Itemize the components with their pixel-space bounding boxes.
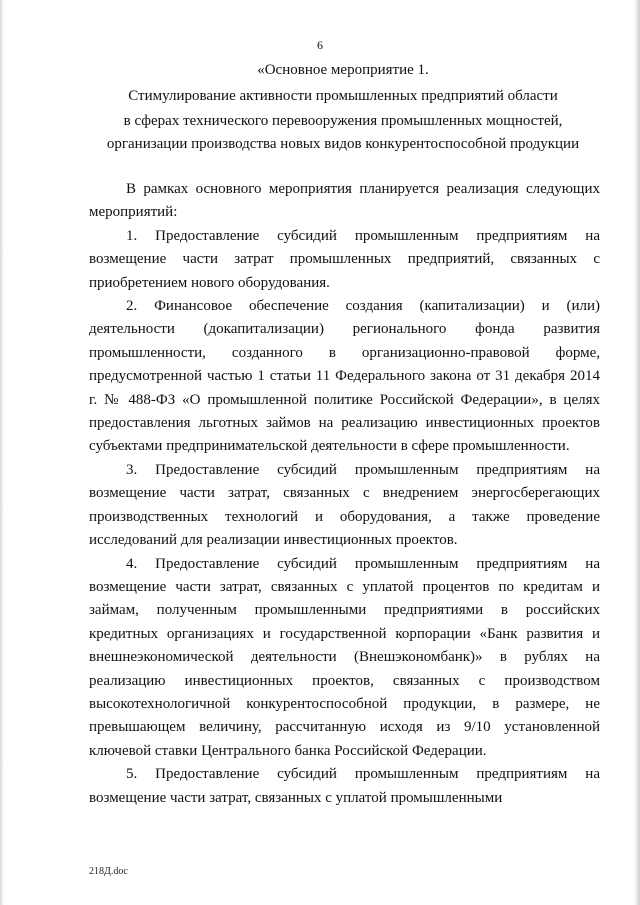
paragraph-item-1: 1. Предоставление субсидий промышленным предприятиям на возмещение части затрат промышленных предприятий, связанных с приобретением нового оборудования. bbox=[89, 227, 600, 291]
page-number: 6 bbox=[317, 38, 323, 52]
paragraph-item-5: 5. Предоставление субсидий промышленным предприятиям на возмещение части затрат, связанных с уплатой промышленными bbox=[89, 766, 600, 806]
body-text bbox=[89, 178, 600, 810]
paragraph-item-2: 2. Финансовое обеспечение создания (капитализации) и (или) деятельности (докапитализации) регионального фонда развития промышленности, созданного в организационно-правовой форме, предусмотренной частью 1 статьи 11 Федерального закона от 31 декабря 2014 г. № 488-ФЗ «О промышленной политике Российской Федерации», в целях предоставления льготных займов на реализацию инвестиционных проектов субъектами предпринимательской деятельности в сфере промышленности. bbox=[89, 298, 600, 455]
paragraph-intro: В рамках основного мероприятия планируется реализация следующих мероприятий: bbox=[89, 181, 600, 221]
section-heading-line-1: «Основное мероприятие 1. bbox=[257, 62, 429, 78]
paragraph-item-3: 3. Предоставление субсидий промышленным предприятиям на возмещение части затрат, связанных с внедрением энергосберегающих производственных технологий и оборудования, а также проведение исследований для реализации инвестиционных проектов. bbox=[89, 461, 600, 549]
file-name-footer: 218Д.doc bbox=[89, 866, 128, 877]
scan-edge-left bbox=[0, 0, 4, 905]
section-heading-line-3: в сферах технического перевооружения промышленных мощностей, bbox=[123, 113, 563, 129]
scan-edge-right bbox=[634, 0, 640, 905]
section-heading-line-2: Стимулирование активности промышленных предприятий области bbox=[128, 88, 558, 104]
section-heading-line-4: организации производства новых видов конкурентоспособной продукции bbox=[106, 136, 580, 152]
paragraph-item-4: 4. Предоставление субсидий промышленным предприятиям на возмещение части затрат, связанных с уплатой процентов по кредитам и займам, полученным промышленными предприятиями в российских кредитных организациях и государственной корпорации «Банк развития и внешнеэкономической деятельности (Внешэкономбанк)» в рублях на реализацию инвестиционных проектов, связанных с производством высокотехнологичной конкурентоспособной продукции, в размере, не превышающем величину, рассчитанную исходя из 9/10 установленной ключевой ставки Центрального банка Российской Федерации. bbox=[89, 555, 600, 759]
